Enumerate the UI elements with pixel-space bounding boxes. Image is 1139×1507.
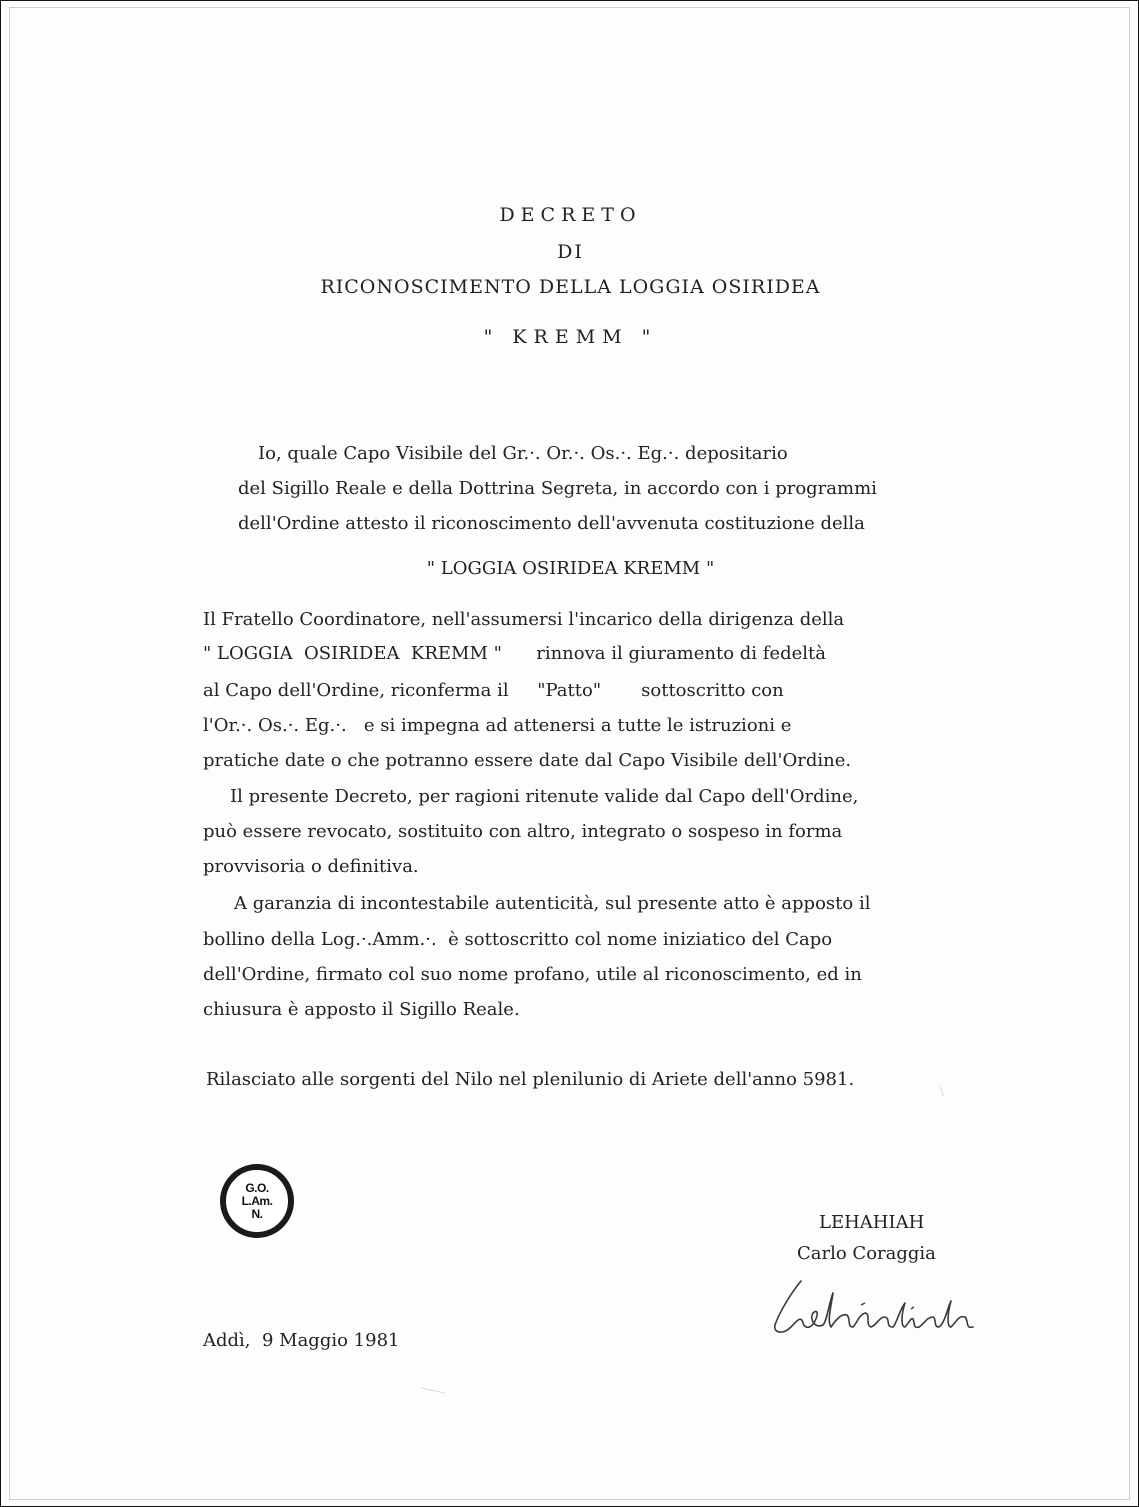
title-riconoscimento: RICONOSCIMENTO DELLA LOGGIA OSIRIDEA — [320, 276, 821, 298]
title-di: DI — [557, 241, 584, 263]
lodge-seal-stamp — [220, 1164, 294, 1238]
paragraph1-line1: Io, quale Capo Visibile del Gr.·. Or.·. Os.·. Eg.·. depositario — [258, 443, 788, 464]
paragraph1-line2: del Sigillo Reale e della Dottrina Segreta, in accordo con i programmi — [238, 478, 877, 499]
loggia-name: " LOGGIA OSIRIDEA KREMM " — [426, 558, 715, 579]
signatory-initiatic-name: LEHAHIAH — [819, 1212, 925, 1233]
paragraph2-line4: l'Or.·. Os.·. Eg.·. e si impegna ad attenersi a tutte le istruzioni e — [203, 715, 792, 736]
paragraph3-line3: provvisoria o definitiva. — [203, 856, 419, 877]
paragraph2-line1: Il Fratello Coordinatore, nell'assumersi l'incarico della dirigenza della — [203, 609, 845, 630]
title-decreto: DECRETO — [499, 204, 642, 226]
issued-line: Rilasciato alle sorgenti del Nilo nel plenilunio di Ariete dell'anno 5981. — [206, 1069, 855, 1090]
paragraph4-line1: A garanzia di incontestabile autenticità, sul presente atto è apposto il — [234, 893, 871, 914]
paragraph2-line5: pratiche date o che potranno essere date dal Capo Visibile dell'Ordine. — [203, 750, 852, 771]
handwritten-signature — [761, 1263, 991, 1353]
paragraph4-line3: dell'Ordine, firmato col suo nome profano, utile al riconoscimento, ed in — [203, 964, 862, 985]
seal-text-line1: G.O. — [245, 1180, 269, 1195]
signatory-profane-name: Carlo Coraggia — [797, 1243, 936, 1264]
seal-text-line2: L.Am. — [241, 1193, 273, 1208]
paragraph2-line2: " LOGGIA OSIRIDEA KREMM " rinnova il giuramento di fedeltà — [203, 643, 826, 664]
title-kremm: " KREMM " — [483, 326, 658, 348]
paragraph4-line4: chiusura è apposto il Sigillo Reale. — [203, 999, 520, 1020]
paragraph2-line3: al Capo dell'Ordine, riconferma il "Patto" sottoscritto con — [203, 680, 784, 701]
date-line: Addì, 9 Maggio 1981 — [203, 1330, 400, 1351]
paragraph4-line2: bollino della Log.·.Amm.·. è sottoscritto col nome iniziatico del Capo — [203, 929, 833, 950]
seal-inner-text — [226, 1170, 288, 1232]
paragraph1-line3: dell'Ordine attesto il riconoscimento dell'avvenuta costituzione della — [238, 513, 865, 534]
paragraph3-line1: Il presente Decreto, per ragioni ritenute valide dal Capo dell'Ordine, — [230, 786, 859, 807]
paragraph3-line2: può essere revocato, sostituito con altro, integrato o sospeso in forma — [203, 821, 843, 842]
seal-text-line3: N. — [251, 1206, 263, 1221]
